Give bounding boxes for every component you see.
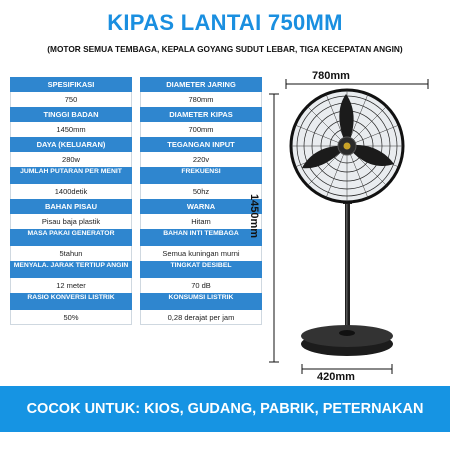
page-title: KIPAS LANTAI 750MM	[107, 10, 343, 35]
standing-fan-illustration	[268, 70, 450, 386]
spec-label: MENYALA. JARAK TERTIUP ANGIN	[10, 261, 132, 278]
spec-value: 50hz	[140, 184, 262, 199]
spec-label: DIAMETER JARING	[140, 77, 262, 92]
spec-label: KONSUMSI LISTRIK	[140, 293, 262, 310]
spec-value: 5tahun	[10, 246, 132, 261]
usage-banner: COCOK UNTUK: KIOS, GUDANG, PABRIK, PETERNAKAN	[0, 386, 450, 432]
spec-value: 0,28 derajat per jam	[140, 310, 262, 325]
spec-label: SPESIFIKASI	[10, 77, 132, 92]
spec-value: 70 dB	[140, 278, 262, 293]
spec-value: Pisau baja plastik	[10, 214, 132, 229]
fan-base	[301, 325, 393, 356]
spec-value: 1450mm	[10, 122, 132, 137]
spec-value: Hitam	[140, 214, 262, 229]
spec-label: WARNA	[140, 199, 262, 214]
fan-pole	[343, 190, 352, 332]
spec-value: 12 meter	[10, 278, 132, 293]
spec-label: TINGKAT DESIBEL	[140, 261, 262, 278]
spec-value: 220v	[140, 152, 262, 167]
spec-value: 700mm	[140, 122, 262, 137]
width-dimension-line	[286, 79, 428, 89]
spec-value: 780mm	[140, 92, 262, 107]
spec-label: JUMLAH PUTARAN PER MENIT	[10, 167, 132, 184]
spec-value: 50%	[10, 310, 132, 325]
dimension-height-label: 1450mm	[248, 193, 261, 239]
spec-value: 280w	[10, 152, 132, 167]
dimension-width-label: 780mm	[312, 70, 350, 82]
spec-table-left	[10, 77, 132, 325]
dimension-base-label: 420mm	[317, 371, 355, 383]
spec-table-right	[140, 77, 262, 325]
spec-label: DAYA (KELUARAN)	[10, 137, 132, 152]
spec-label: RASIO KONVERSI LISTRIK	[10, 293, 132, 310]
page-subtitle: (MOTOR SEMUA TEMBAGA, KEPALA GOYANG SUDUT LEBAR, TIGA KECEPATAN ANGIN)	[47, 44, 403, 54]
spec-label: BAHAN INTI TEMBAGA	[140, 229, 262, 246]
spec-label: DIAMETER KIPAS	[140, 107, 262, 122]
spec-value: 1400detik	[10, 184, 132, 199]
height-dimension-line	[269, 94, 279, 362]
spec-label: BAHAN PISAU	[10, 199, 132, 214]
spec-label: FREKUENSI	[140, 167, 262, 184]
spec-label: MASA PAKAI GENERATOR	[10, 229, 132, 246]
spec-label: TINGGI BADAN	[10, 107, 132, 122]
fan-hub	[338, 137, 356, 155]
spec-label: TEGANGAN INPUT	[140, 137, 262, 152]
spec-value: Semua kuningan murni	[140, 246, 262, 261]
spec-value: 750	[10, 92, 132, 107]
